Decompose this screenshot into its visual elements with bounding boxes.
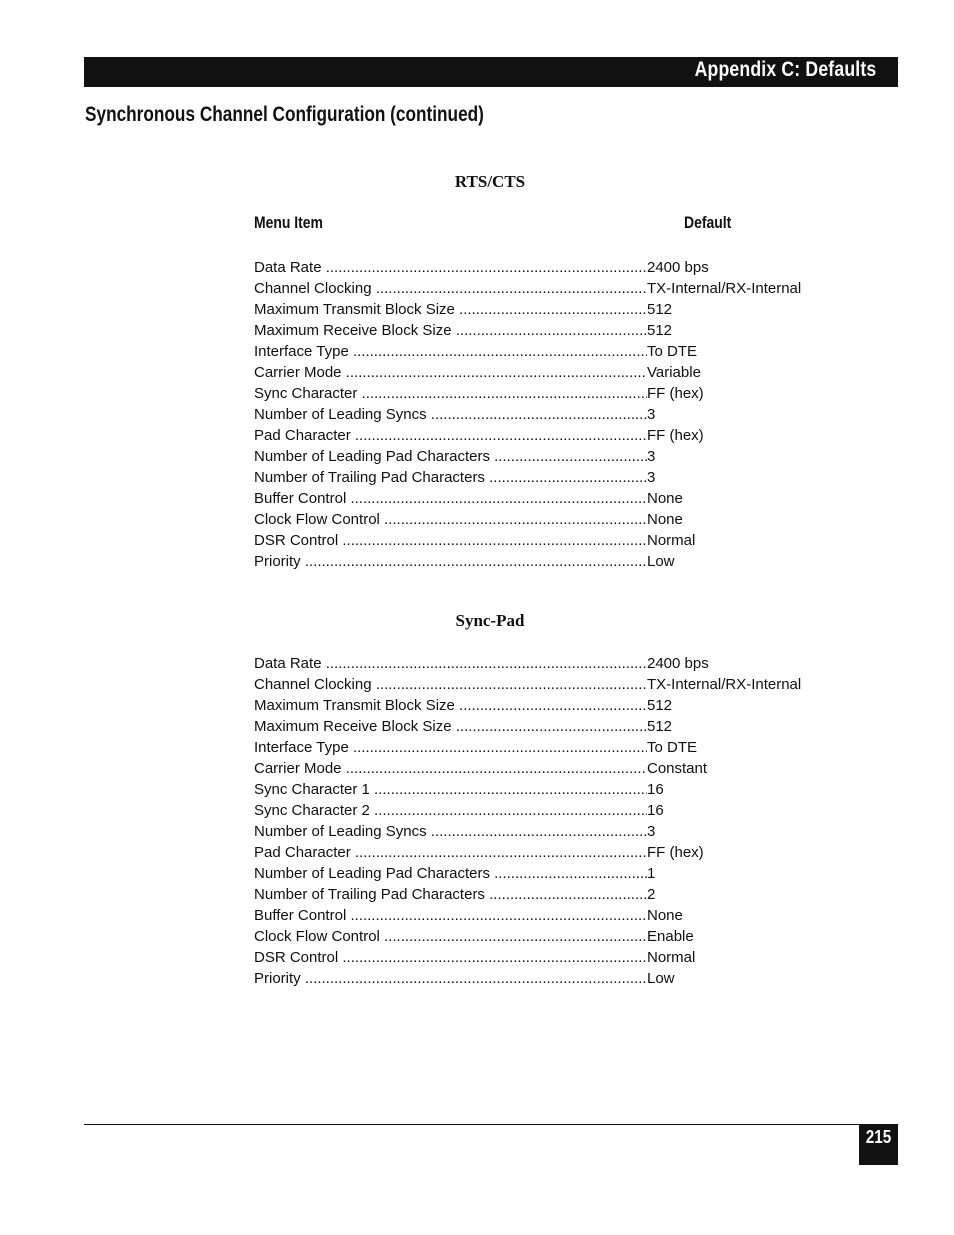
table-row (254, 446, 854, 467)
column-header-menu-item: Menu Item (254, 213, 323, 232)
row-value: 512 (647, 301, 673, 318)
row-value: TX-Internal/RX-Internal (647, 676, 802, 693)
page-number: 215 (865, 1127, 892, 1147)
row-value: None (647, 511, 683, 528)
row-label: Maximum Transmit Block Size ..... (254, 695, 647, 716)
table-row (254, 509, 854, 530)
row-label: Priority ..... (254, 968, 647, 989)
row-label: Pad Character ..... (254, 842, 647, 863)
table-row (254, 947, 854, 968)
row-value: 2 (647, 886, 656, 903)
table-row (254, 821, 854, 842)
row-value: 3 (647, 469, 656, 486)
row-value: Constant (647, 760, 708, 777)
row-label: Data Rate ..... (254, 653, 647, 674)
row-label: Channel Clocking ..... (254, 674, 647, 695)
section-title: Synchronous Channel Configuration (continued) (85, 103, 484, 126)
row-value: Enable (647, 928, 694, 945)
row-value: 2400 bps (647, 655, 709, 672)
row-label: Buffer Control ..... (254, 905, 647, 926)
row-value: 512 (647, 322, 673, 339)
row-value: To DTE (647, 343, 698, 360)
header-title: Appendix C: Defaults (694, 58, 876, 81)
table-row (254, 653, 854, 674)
table-heading-sync-pad: Sync-Pad (455, 611, 525, 630)
table-row (254, 842, 854, 863)
row-label: Number of Leading Syncs ..... (254, 821, 647, 842)
table-row (254, 383, 854, 404)
header-bar (84, 57, 898, 87)
row-label: Number of Leading Pad Characters ..... (254, 446, 647, 467)
table-row (254, 530, 854, 551)
row-label: Carrier Mode ..... (254, 362, 647, 383)
row-value: To DTE (647, 739, 698, 756)
row-label: Buffer Control ..... (254, 488, 647, 509)
row-label: Data Rate ..... (254, 257, 647, 278)
row-label: Clock Flow Control ..... (254, 926, 647, 947)
row-value: Normal (647, 532, 696, 549)
row-label: Number of Trailing Pad Characters ..... (254, 467, 647, 488)
table-row (254, 674, 854, 695)
table-row (254, 968, 854, 989)
row-label: Maximum Receive Block Size ..... (254, 716, 647, 737)
row-label: Carrier Mode ..... (254, 758, 647, 779)
table-row (254, 863, 854, 884)
footer-rule (84, 1124, 898, 1125)
table-row (254, 341, 854, 362)
table-row (254, 737, 854, 758)
row-value: Variable (647, 364, 701, 381)
row-value: Low (647, 553, 675, 570)
table-row (254, 884, 854, 905)
row-value: 1 (647, 865, 656, 882)
row-label: Sync Character 1 ..... (254, 779, 647, 800)
table-row (254, 299, 854, 320)
row-value: FF (hex) (647, 844, 704, 861)
row-value: 16 (647, 802, 664, 819)
row-value: 3 (647, 823, 656, 840)
table-row (254, 257, 854, 278)
table-row (254, 362, 854, 383)
row-label: Channel Clocking ..... (254, 278, 647, 299)
row-label: Sync Character 2 ..... (254, 800, 647, 821)
table-row (254, 467, 854, 488)
row-label: Interface Type ..... (254, 737, 647, 758)
row-value: 3 (647, 406, 656, 423)
row-label: DSR Control ..... (254, 530, 647, 551)
row-value: Normal (647, 949, 696, 966)
row-value: 512 (647, 718, 673, 735)
table-row (254, 758, 854, 779)
row-label: Pad Character ..... (254, 425, 647, 446)
column-header-default: Default (684, 213, 732, 232)
row-value: FF (hex) (647, 427, 704, 444)
row-label: Priority ..... (254, 551, 647, 572)
table-row (254, 905, 854, 926)
row-value: None (647, 490, 683, 507)
table-row (254, 926, 854, 947)
table-row (254, 779, 854, 800)
table-row (254, 716, 854, 737)
table-row (254, 425, 854, 446)
table-row (254, 551, 854, 572)
row-label: Sync Character ..... (254, 383, 647, 404)
row-label: Interface Type ..... (254, 341, 647, 362)
table-row (254, 695, 854, 716)
row-value: 3 (647, 448, 656, 465)
row-value: TX-Internal/RX-Internal (647, 280, 802, 297)
row-value: None (647, 907, 683, 924)
row-label: Maximum Transmit Block Size ..... (254, 299, 647, 320)
table-row (254, 278, 854, 299)
row-value: 512 (647, 697, 673, 714)
row-value: 16 (647, 781, 664, 798)
row-label: Number of Trailing Pad Characters ..... (254, 884, 647, 905)
row-value: FF (hex) (647, 385, 704, 402)
table-heading-rts-cts: RTS/CTS (454, 172, 526, 191)
row-label: DSR Control ..... (254, 947, 647, 968)
table-row (254, 800, 854, 821)
row-label: Maximum Receive Block Size ..... (254, 320, 647, 341)
row-value: 2400 bps (647, 259, 709, 276)
sync-pad-defaults-list (254, 653, 854, 989)
table-row (254, 404, 854, 425)
table-row (254, 320, 854, 341)
page-number-box (859, 1124, 898, 1165)
rts-cts-defaults-list (254, 257, 854, 572)
row-value: Low (647, 970, 675, 987)
row-label: Number of Leading Syncs ..... (254, 404, 647, 425)
row-label: Number of Leading Pad Characters ..... (254, 863, 647, 884)
row-label: Clock Flow Control ..... (254, 509, 647, 530)
table-row (254, 488, 854, 509)
